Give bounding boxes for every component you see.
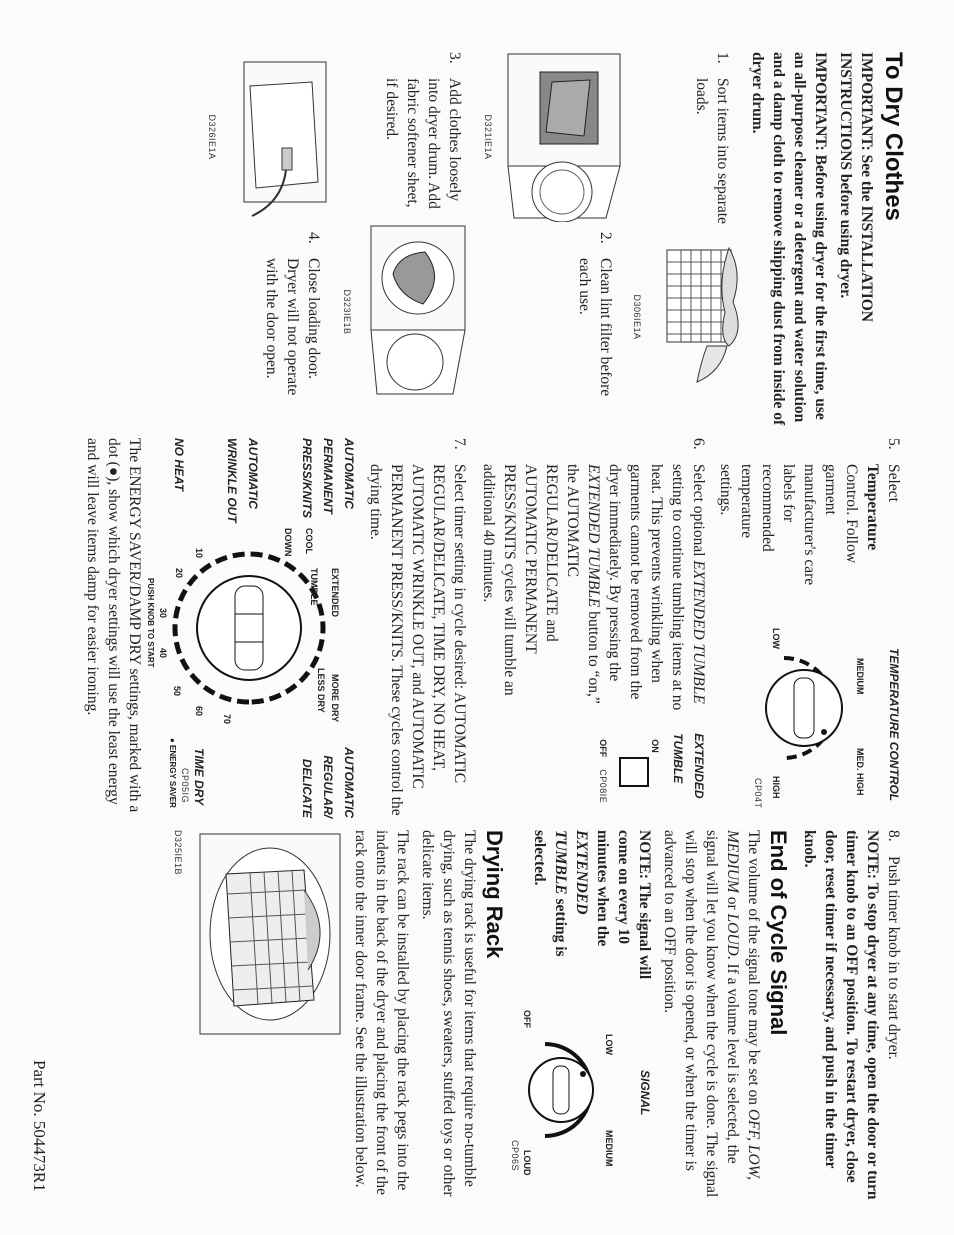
temperature-control-dial[interactable] xyxy=(754,598,904,818)
figure-id: D321IE1A xyxy=(483,114,493,160)
timer-tick: 20 xyxy=(174,568,184,579)
column-signal-rack xyxy=(167,830,904,1200)
step-6-b: EXTENDED TUMBLE xyxy=(690,560,707,704)
step-6-c: setting to continue tumbling items at no heat. This prevents wrinkling when garments cannot be removed from the dryer immediately. By pressing the xyxy=(606,464,686,711)
section-title-end-of-cycle: End of Cycle Signal xyxy=(766,830,791,1036)
step-1-text: Sort items into separate loads. xyxy=(693,78,731,224)
ext-off-label: OFF xyxy=(598,739,608,758)
step-5-lead: Select xyxy=(885,464,902,502)
figure-id: CP04T xyxy=(753,778,763,809)
step-number: 1. xyxy=(714,52,731,64)
extended-tumble-title: EXTENDED TUMBLE xyxy=(671,733,706,799)
auto-wrinkle-out-label: AUTOMATIC WRINKLE OUT xyxy=(225,438,260,523)
step-number: 8. xyxy=(885,830,902,842)
push-knob-label: PUSH KNOB TO START xyxy=(146,578,155,668)
figure-id: CP08IE xyxy=(598,769,608,804)
step-number: 4. xyxy=(305,232,322,244)
timer-tick: 30 xyxy=(158,608,168,619)
step-6-e: button to “on,” the AUTOMATIC REGULAR/DELICATE and AUTOMATIC PERMANENT PRESS/KNITS cycles will tumble an additional 40 minutes. xyxy=(480,464,602,704)
step-5-control: Control. xyxy=(843,464,860,516)
eoc-c: or xyxy=(724,892,741,914)
eoc-a: The volume of the signal tone may be set on xyxy=(745,830,762,1109)
signal-title: SIGNAL xyxy=(638,1070,652,1116)
signal-loud-label: LOUD xyxy=(522,1150,532,1176)
signal-note-a: NOTE: The signal will come on every 10 minutes when the xyxy=(594,830,653,980)
step-4-text: Close loading door. Dryer will not operate with the door open. xyxy=(263,258,322,396)
stop-dryer-note: NOTE: To stop dryer at any time, open the door or turn timer knob to an OFF position. To restart dryer, close door, reset timer if necessary, and push in the timer knob. xyxy=(801,830,881,1200)
eoc-e: . If a volume level is selected, the signal will let you know when the cycle is done. The signal will stop when the door is opened, or when the timer is advanced to an OFF position. xyxy=(661,830,741,1198)
temperature-control-title: TEMPERATURE CONTROL xyxy=(887,648,901,802)
step-5-detail: Follow garment manufacturer's care labels for recommended temperature settings. xyxy=(717,464,860,586)
extended-tumble-label: EXTENDED TUMBLE xyxy=(309,568,340,618)
step-number: 5. xyxy=(885,438,902,450)
closing-door-illustration xyxy=(228,52,332,222)
section-title-to-dry-clothes: To Dry Clothes xyxy=(880,52,907,221)
section-title-drying-rack: Drying Rack xyxy=(482,830,507,959)
more-dry-label: MORE DRY xyxy=(330,674,340,723)
figure-id: D323IE1B xyxy=(342,289,352,335)
signal-dial[interactable] xyxy=(510,990,655,1190)
timer-tick: 70 xyxy=(222,714,232,725)
no-heat-label: NO HEAT xyxy=(172,438,186,492)
timer-dial[interactable] xyxy=(146,438,359,818)
eoc-d: LOUD xyxy=(724,913,741,956)
figure-id: D306IE1A xyxy=(632,294,642,340)
step-number: 6. xyxy=(690,438,707,450)
signal-note-c: setting is selected. xyxy=(531,830,569,957)
signal-note xyxy=(529,830,655,980)
figure-id: D325IE1B xyxy=(173,830,183,876)
drying-rack-illustration xyxy=(194,830,344,1050)
signal-low-label: LOW xyxy=(604,1034,614,1055)
time-dry-label: TIME DRY xyxy=(192,748,206,806)
auto-permanent-press-label: AUTOMATIC PERMANENT PRESS/KNITS xyxy=(300,438,356,519)
ext-on-label: ON xyxy=(650,739,660,753)
timer-tick: 40 xyxy=(158,648,168,659)
important-note-cleaning: IMPORTANT: Before using dryer for the first time, use an all-purpose cleaner or a detergent and water solution and a damp cloth to remove shipping dust from inside of dryer drum. xyxy=(749,52,829,426)
step-6-a: Select optional xyxy=(690,464,707,561)
drying-rack-text-2: The rack can be installed by placing the rack pegs into the indents in the back of the dryer and placing the front of the rack onto the inner door frame. See the illustration below. xyxy=(352,830,411,1195)
column-to-dry-clothes xyxy=(201,52,907,432)
step-number: 7. xyxy=(451,438,468,450)
end-of-cycle-text xyxy=(659,830,764,1200)
column-controls xyxy=(78,438,904,818)
signal-off-label: OFF xyxy=(522,1010,532,1028)
eoc-b: OFF, LOW, MEDIUM xyxy=(724,830,762,1180)
less-dry-label: LESS DRY xyxy=(316,668,326,713)
timer-tick: 60 xyxy=(194,706,204,717)
cool-down-label: COOL DOWN xyxy=(283,528,314,557)
figure-id: CP05IG xyxy=(180,768,190,804)
loading-clothes-illustration xyxy=(363,222,473,402)
temp-medium-label: MEDIUM xyxy=(855,658,865,695)
auto-regular-delicate-label: AUTOMATIC REGULAR/ DELICATE xyxy=(300,747,356,818)
extended-tumble-control xyxy=(559,729,709,818)
important-note-installation: IMPORTANT: See the INSTALLATION INSTRUCTIONS before using dryer. xyxy=(837,52,875,322)
step-7-text: Select timer setting in cycle desired: AUTOMATIC REGULAR/DELICATE, TIME DRY, NO HEAT, AUTOMATIC WRINKLE OUT, and AUTOMATIC PERMANENT PRESS/KNITS. These cycles control the drying time. xyxy=(367,464,468,816)
part-number: Part No. 504473R1 xyxy=(30,1060,49,1192)
timer-tick: 50 xyxy=(172,686,182,697)
step-number: 2. xyxy=(597,232,614,244)
drying-rack-text-1: The drying rack is useful for items that require no-tumble drying, such as tennis shoes, sweaters, stuffed toys or other delicate items. xyxy=(419,830,478,1197)
step-2-text: Clean lint filter before each use. xyxy=(576,258,614,397)
temp-low-label: LOW xyxy=(771,628,781,649)
figure-id: CP06S xyxy=(510,1140,520,1172)
signal-medium-label: MEDIUM xyxy=(604,1130,614,1167)
sorted-laundry-basket-illustration xyxy=(653,242,741,392)
step-5-temperature: Temperature xyxy=(864,464,881,551)
lint-filter-illustration xyxy=(504,52,624,222)
figure-id: D326IE1A xyxy=(207,114,217,160)
step-8-text: Push timer knob in to start dryer. xyxy=(885,856,902,1060)
temp-high-label: HIGH xyxy=(771,776,781,799)
timer-tick: 10 xyxy=(194,548,204,559)
signal-note-b: EXTENDED TUMBLE xyxy=(552,830,590,915)
step-3-text: Add clothes loosely into dryer drum. Add fabric softener sheet, if desired. xyxy=(383,78,463,209)
step-number: 3. xyxy=(446,52,463,64)
step-6-d: EXTENDED TUMBLE xyxy=(585,464,602,608)
energy-saver-note: The ENERGY SAVER/DAMP DRY settings, marked with a dot (●), show which dryer settings will use the least energy and will leave items damp for easier ironing. xyxy=(84,438,143,813)
temp-medhigh-label: MED. HIGH xyxy=(855,748,865,796)
extended-tumble-button[interactable] xyxy=(619,757,649,787)
energy-saver-label: ● ENERGY SAVER xyxy=(168,738,177,808)
